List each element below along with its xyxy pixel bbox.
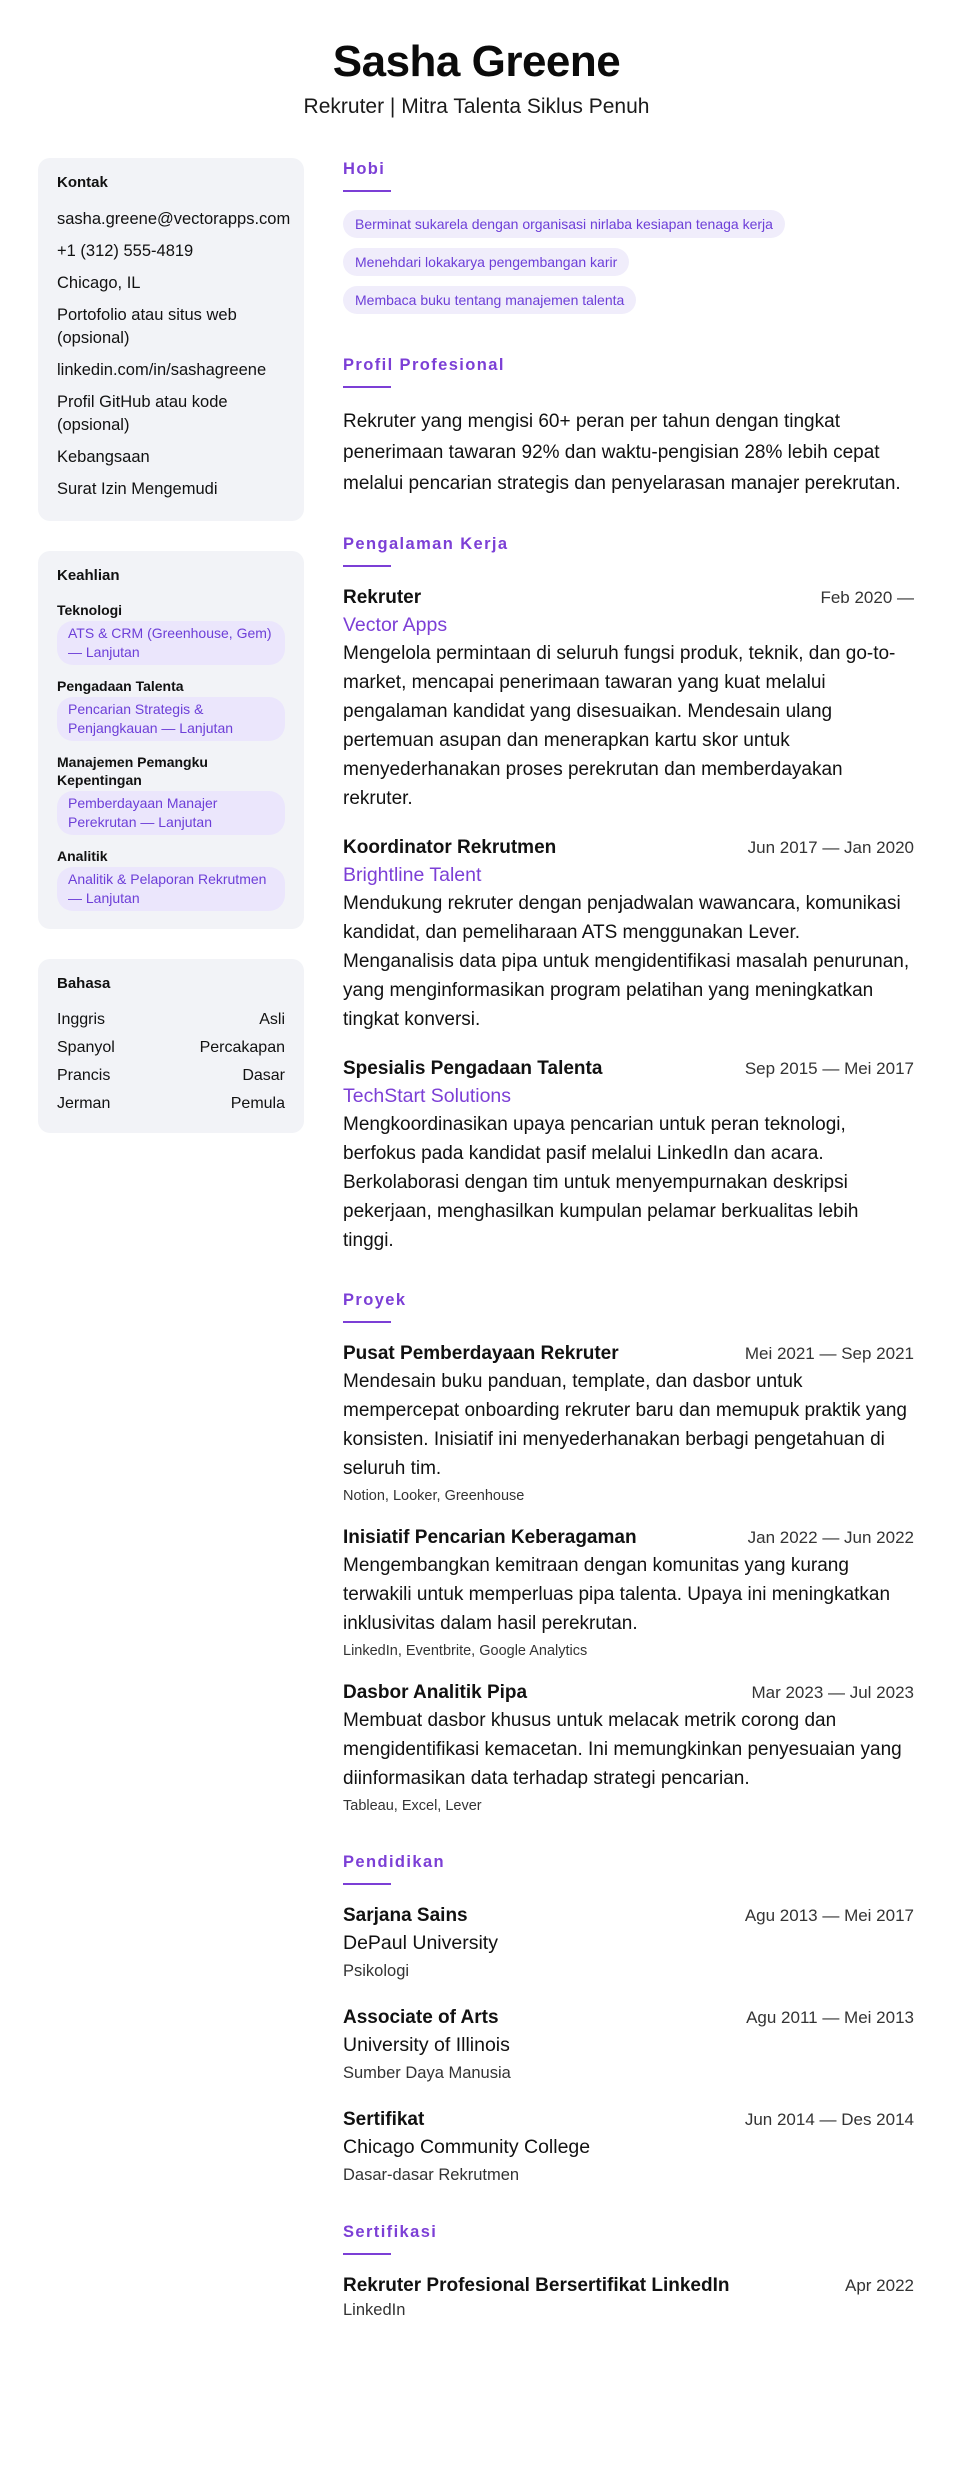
project-tools: LinkedIn, Eventbrite, Google Analytics [343, 1643, 588, 1659]
section-divider [343, 1883, 391, 1885]
projects-title: Proyek [343, 1291, 407, 1309]
project-entry [343, 1341, 914, 1507]
project-description: Mengembangkan kemitraan dengan komunitas yang kurang terwakili untuk memperluas pipa talenta. Upaya ini meningkatkan inklusivitas dalam hasil perekrutan. [343, 1555, 891, 1634]
profile-title: Profil Profesional [343, 356, 505, 374]
language-row [57, 1093, 285, 1115]
education-entry [343, 2005, 914, 2085]
education-degree: Sarjana Sains [343, 1905, 468, 1926]
skills-card [38, 551, 304, 929]
language-name: Prancis [57, 1067, 111, 1084]
skills-title: Keahlian [57, 567, 120, 584]
language-level: Percakapan [199, 1039, 285, 1056]
contact-license: Surat Izin Mengemudi [57, 480, 218, 498]
experience-section [343, 533, 914, 1255]
contact-phone[interactable]: +1 (312) 555-4819 [57, 242, 194, 260]
experience-title: Pengalaman Kerja [343, 535, 509, 553]
job-company: TechStart Solutions [343, 1085, 512, 1107]
job-description: Mendukung rekruter dengan penjadwalan wawancara, komunikasi kandidat, dan pemeliharaan ATS menggunakan Lever. Menganalisis data pipa untuk mengidentifikasi masalah penurunan, yang menginformasikan program pelatihan yang meningkatkan tingkat konversi. [343, 893, 910, 1030]
experience-entry [343, 835, 914, 1034]
job-role: Koordinator Rekrutmen [343, 837, 557, 858]
education-field: Psikologi [343, 1962, 410, 1980]
skill-group [57, 601, 285, 665]
hobby-tag: Berminat sukarela dengan organisasi nirlaba kesiapan tenaga kerja [343, 210, 785, 238]
contact-nationality: Kebangsaan [57, 448, 150, 466]
education-date: Jun 2014 — Des 2014 [744, 2110, 914, 2129]
education-school: DePaul University [343, 1932, 498, 1954]
language-row [57, 1065, 285, 1087]
certification-date: Apr 2022 [845, 2276, 914, 2295]
certifications-title: Sertifikasi [343, 2223, 438, 2241]
language-name: Jerman [57, 1095, 111, 1112]
contact-location: Chicago, IL [57, 274, 141, 292]
contact-title: Kontak [57, 174, 108, 191]
language-level: Pemula [230, 1095, 285, 1112]
section-divider [343, 2253, 391, 2255]
candidate-name: Sasha Greene [332, 37, 621, 86]
section-divider [343, 565, 391, 567]
language-name: Inggris [57, 1011, 106, 1028]
education-title: Pendidikan [343, 1853, 446, 1871]
job-role: Spesialis Pengadaan Talenta [343, 1058, 603, 1079]
job-role: Rekruter [343, 587, 422, 608]
education-field: Sumber Daya Manusia [343, 2064, 511, 2082]
section-divider [343, 190, 391, 192]
languages-card [38, 959, 304, 1133]
project-tools: Tableau, Excel, Lever [343, 1798, 482, 1814]
skill-pill: Analitik & Pelaporan Rekrutmen — Lanjutan [57, 867, 285, 911]
skill-name: Manajemen Pemangku Kepentingan [57, 754, 208, 788]
skill-name: Analitik [57, 848, 108, 864]
contact-email[interactable]: sasha.greene@vectorapps.com [57, 210, 291, 228]
education-degree: Associate of Arts [343, 2007, 499, 2028]
job-company: Brightline Talent [343, 864, 482, 886]
section-divider [343, 1321, 391, 1323]
education-date: Agu 2011 — Mei 2013 [746, 2008, 914, 2027]
profile-summary: Rekruter yang mengisi 60+ peran per tahun dengan tingkat penerimaan tawaran 92% dan waktu-pengisian 28% lebih cepat melalui pencarian strategis dan penyelarasan manajer perekrutan. [343, 411, 901, 494]
project-name: Pusat Pemberdayaan Rekruter [343, 1343, 619, 1364]
hobby-tag: Menehdari lokakarya pengembangan karir [343, 248, 629, 276]
education-section [343, 1851, 914, 2187]
project-name: Dasbor Analitik Pipa [343, 1682, 528, 1703]
skill-name: Teknologi [57, 602, 123, 618]
project-date: Mar 2023 — Jul 2023 [751, 1683, 914, 1702]
education-field: Dasar-dasar Rekrutmen [343, 2166, 520, 2184]
job-description: Mengelola permintaan di seluruh fungsi produk, teknik, dan go-to-market, mencapai penerimaan tawaran yang kuat melalui pengalaman kandidat yang disesuaikan. Mendesain ulang pertemuan asupan dan menerapkan kartu skor untuk menyederhanakan proses perekrutan dan memberdayakan rekruter. [343, 643, 896, 809]
language-row [57, 1009, 285, 1031]
skill-group [57, 677, 285, 741]
contact-github: Profil GitHub atau kode (opsional) [57, 393, 228, 434]
section-divider [343, 386, 391, 388]
job-date: Jun 2017 — Jan 2020 [747, 838, 914, 857]
job-description: Mengkoordinasikan upaya pencarian untuk peran teknologi, berfokus pada kandidat pasif melalui LinkedIn dan acara. Berkolaborasi dengan tim untuk menyempurnakan deskripsi pekerjaan, menghasilkan kumpulan pelamar berkualitas lebih tinggi. [343, 1114, 859, 1251]
job-date: Sep 2015 — Mei 2017 [744, 1059, 914, 1078]
education-entry [343, 1903, 914, 1983]
language-row [57, 1037, 285, 1059]
project-entry [343, 1525, 914, 1662]
skill-pill: Pencarian Strategis & Penjangkauan — Lanjutan [57, 697, 285, 741]
certification-issuer: LinkedIn [343, 2301, 406, 2319]
contact-card [38, 158, 304, 521]
resume-header [0, 32, 953, 120]
certifications-section [343, 2221, 914, 2321]
education-date: Agu 2013 — Mei 2017 [744, 1906, 914, 1925]
skill-name: Pengadaan Talenta [57, 678, 184, 694]
main-content [343, 158, 914, 2355]
project-tools: Notion, Looker, Greenhouse [343, 1488, 525, 1504]
education-degree: Sertifikat [343, 2109, 425, 2130]
certification-entry [343, 2273, 914, 2321]
skill-pill: ATS & CRM (Greenhouse, Gem) — Lanjutan [57, 621, 285, 665]
project-name: Inisiatif Pencarian Keberagaman [343, 1527, 637, 1548]
skill-pill: Pemberdayaan Manajer Perekrutan — Lanjutan [57, 791, 285, 835]
job-date: Feb 2020 — [820, 588, 914, 607]
project-date: Jan 2022 — Jun 2022 [747, 1528, 914, 1547]
profile-section [343, 354, 914, 499]
experience-entry [343, 1056, 914, 1255]
sidebar [38, 158, 304, 1163]
skill-group [57, 847, 285, 911]
project-description: Membuat dasbor khusus untuk melacak metrik corong dan mengidentifikasi kemacetan. Ini memungkinkan penyesuaian yang diinformasikan data terhadap strategi pencarian. [343, 1710, 902, 1789]
hobbies-title: Hobi [343, 160, 386, 178]
experience-entry [343, 585, 914, 813]
language-level: Asli [259, 1011, 285, 1028]
project-date: Mei 2021 — Sep 2021 [744, 1344, 914, 1363]
contact-portfolio: Portofolio atau situs web (opsional) [57, 306, 237, 347]
languages-title: Bahasa [57, 975, 111, 992]
education-school: University of Illinois [343, 2034, 510, 2056]
education-school: Chicago Community College [343, 2136, 591, 2158]
projects-section [343, 1289, 914, 1817]
skill-group [57, 753, 285, 835]
candidate-subtitle: Rekruter | Mitra Talenta Siklus Penuh [303, 95, 650, 118]
hobbies-section [343, 158, 914, 324]
language-name: Spanyol [57, 1039, 115, 1056]
certification-name: Rekruter Profesional Bersertifikat LinkedIn [343, 2275, 730, 2296]
job-company: Vector Apps [343, 614, 448, 636]
language-level: Dasar [242, 1067, 285, 1084]
education-entry [343, 2107, 914, 2187]
project-entry [343, 1680, 914, 1817]
project-description: Mendesain buku panduan, template, dan dasbor untuk mempercepat onboarding rekruter baru dan memupuk praktik yang konsisten. Inisiatif ini menyederhanakan berbagi pengetahuan di seluruh tim. [343, 1371, 907, 1479]
contact-linkedin[interactable]: linkedin.com/in/sashagreene [57, 361, 267, 379]
hobby-tag: Membaca buku tentang manajemen talenta [343, 286, 636, 314]
